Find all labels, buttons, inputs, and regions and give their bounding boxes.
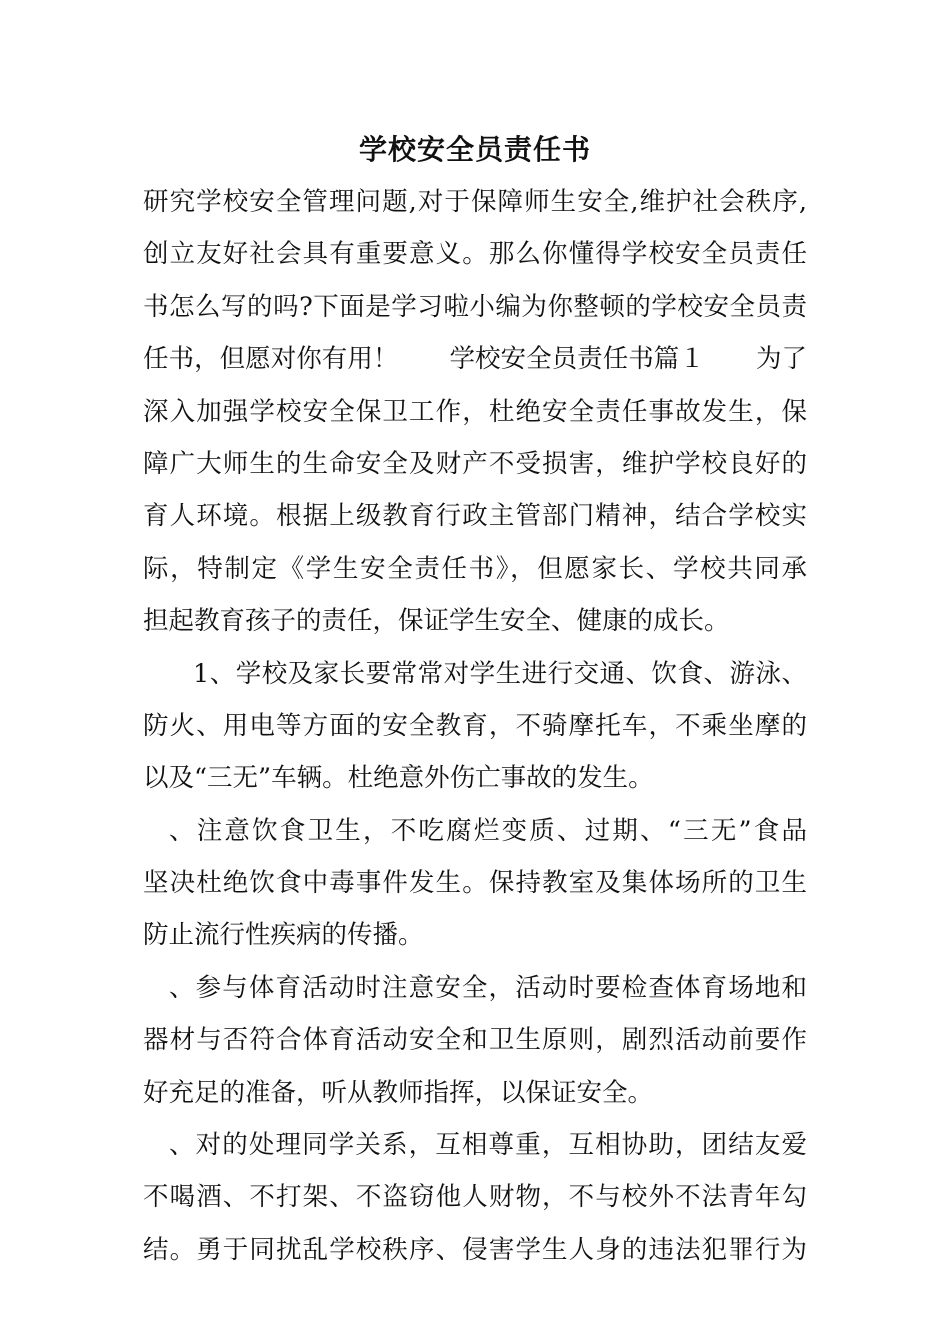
text-line: 好充足的准备，听从教师指挥，以保证安全。: [143, 1077, 654, 1108]
text-line: 深入加强学校安全保卫工作，杜绝安全责任事故发生，保: [143, 396, 807, 427]
text-line: 1、学校及家长要常常对学生进行交通、饮食、游泳、: [193, 658, 807, 689]
text-line: 以及“三无”车辆。杜绝意外伤亡事故的发生。: [143, 763, 654, 794]
document-body: [143, 176, 807, 1276]
text-line: 书怎么写的吗?下面是学习啦小编为你整顿的学校安全员责: [143, 291, 807, 322]
text-line: 结。勇于同扰乱学校秩序、侵害学生人身的违法犯罪行为: [143, 1234, 807, 1265]
text-line: 创立友好社会具有重要意义。那么你懂得学校安全员责任: [143, 239, 807, 270]
text-line: 、注意饮食卫生，不吃腐烂变质、过期、“三无”食品: [169, 815, 807, 846]
text-line: 、对的处理同学关系，互相尊重，互相协助，团结友爱: [169, 1130, 807, 1161]
text-line: 坚决杜绝饮食中毒事件发生。保持教室及集体场所的卫生: [143, 868, 807, 899]
text-line: 担起教育孩子的责任，保证学生安全、健康的成长。: [143, 606, 730, 637]
text-line: 器材与否符合体育活动安全和卫生原则，剧烈活动前要作: [143, 1025, 807, 1056]
text-line: 障广大师生的生命安全及财产不受损害，维护学校良好的: [143, 448, 807, 479]
text-line: 、参与体育活动时注意安全，活动时要检查体育场地和: [169, 972, 807, 1003]
text-line: 不喝酒、不打架、不盗窃他人财物，不与校外不法青年勾: [143, 1182, 807, 1213]
document-title: 学校安全员责任书: [358, 133, 591, 166]
text-line: 育人环境。根据上级教育行政主管部门精神，结合学校实: [143, 501, 807, 532]
text-line: 任书，但愿对你有用！ 学校安全员责任书篇１ 为了: [143, 344, 807, 375]
text-line: 防火、用电等方面的安全教育，不骑摩托车，不乘坐摩的: [143, 710, 807, 741]
text-line: 研究学校安全管理问题,对于保障师生安全,维护社会秩序,: [143, 187, 807, 217]
text-line: 防止流行性疾病的传播。: [143, 920, 424, 951]
text-line: 际，特制定《学生安全责任书》，但愿家长、学校共同承: [143, 553, 807, 584]
